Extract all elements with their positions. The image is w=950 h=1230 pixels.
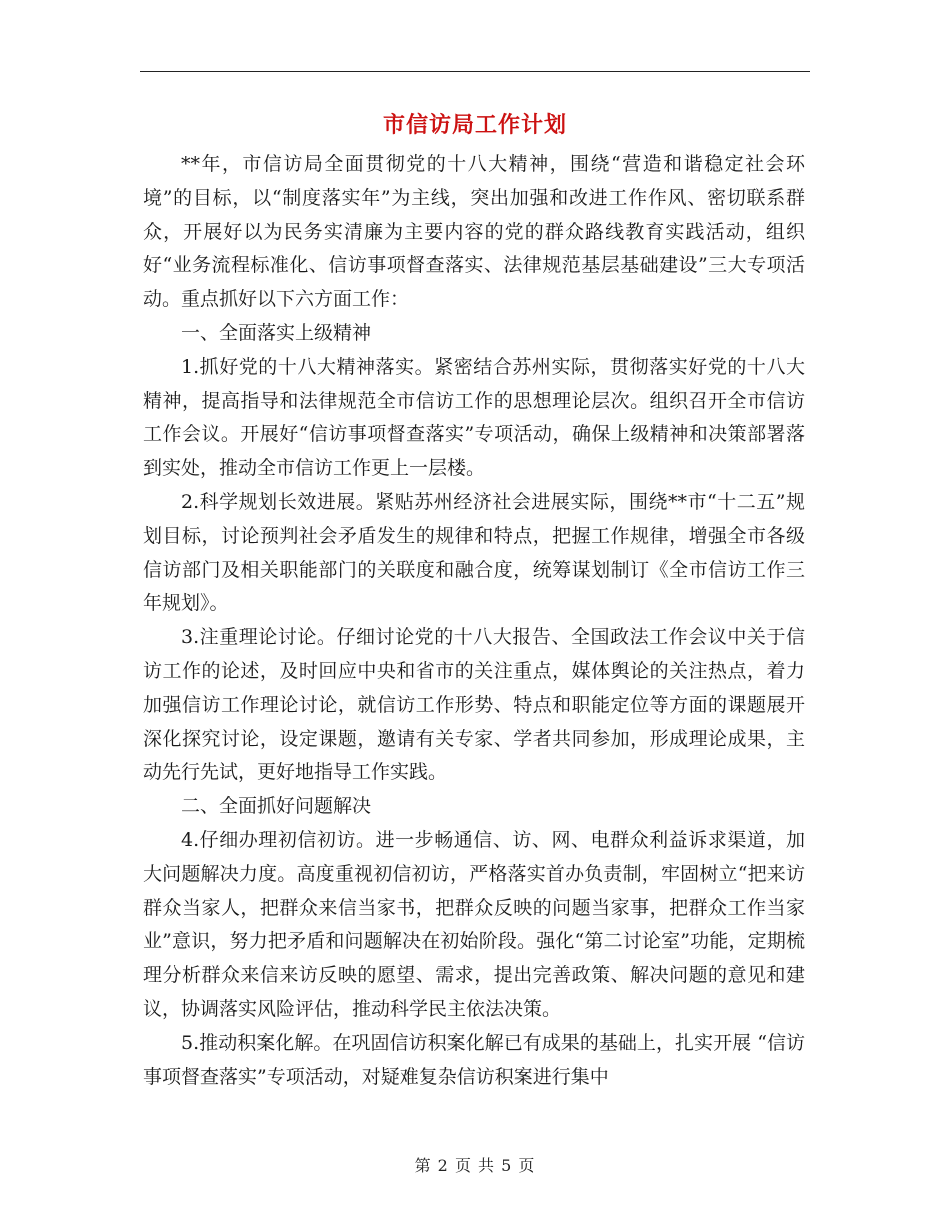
header-rule [140,71,810,72]
document-title: 市信访局工作计划 [382,112,567,138]
section-heading-2: 二、全面抓好问题解决 [181,795,372,818]
paragraph-item-1: 1.抓好党的十八大精神落实。紧密结合苏州实际，贯彻落实好党的十八大精神，提高指导和法律规范全市信访工作的思想理论层次。组织召开全市信访工作会议。开展好“信访事项督查落实”专项活动，确保上级精神和决策部署落到实处，推动全市信访工作更上一层楼。 [143,355,805,480]
paragraph-item-2: 2.科学规划长效进展。紧贴苏州经济社会进展实际，围绕**市“十二五”规划目标，讨论预判社会矛盾发生的规律和特点，把握工作规律，增强全市各级信访部门及相关职能部门的关联度和融合度，统筹谋划制订《全市信访工作三年规划》。 [143,490,805,615]
document-body [143,148,805,1094]
paragraph-item-4: 4.仔细办理初信初访。进一步畅通信、访、网、电群众利益诉求渠道，加大问题解决力度。高度重视初信初访，严格落实首办负责制，牢固树立“把来访群众当家人，把群众来信当家书，把群众反映的问题当家事，把群众工作当家业”意识，努力把矛盾和问题解决在初始阶段。强化“第二讨论室”功能，定期梳理分析群众来信来访反映的愿望、需求，提出完善政策、解决问题的意见和建议，协调落实风险评估，推动科学民主依法决策。 [143,828,805,1020]
page-number: 第 2 页 共 5 页 [414,1156,536,1175]
section-heading-1: 一、全面落实上级精神 [181,321,372,344]
paragraph-item-3: 3.注重理论讨论。仔细讨论党的十八大报告、全国政法工作会议中关于信访工作的论述，及时回应中央和省市的关注重点，媒体舆论的关注热点，着力加强信访工作理论讨论，就信访工作形势、特点和职能定位等方面的课题展开深化探究讨论，设定课题，邀请有关专家、学者共同参加，形成理论成果，主动先行先试，更好地指导工作实践。 [143,626,805,784]
paragraph-intro: **年，市信访局全面贯彻党的十八大精神，围绕“营造和谐稳定社会环境”的目标，以“制度落实年”为主线，突出加强和改进工作作风、密切联系群众，开展好以为民务实清廉为主要内容的党的群众路线教育实践活动，组织好“业务流程标准化、信访事项督查落实、法律规范基层基础建设”三大专项活动。重点抓好以下六方面工作： [143,153,805,311]
paragraph-item-5: 5.推动积案化解。在巩固信访积案化解已有成果的基础上，扎实开展 “信访事项督查落实”专项活动，对疑难复杂信访积案进行集中 [143,1031,805,1088]
